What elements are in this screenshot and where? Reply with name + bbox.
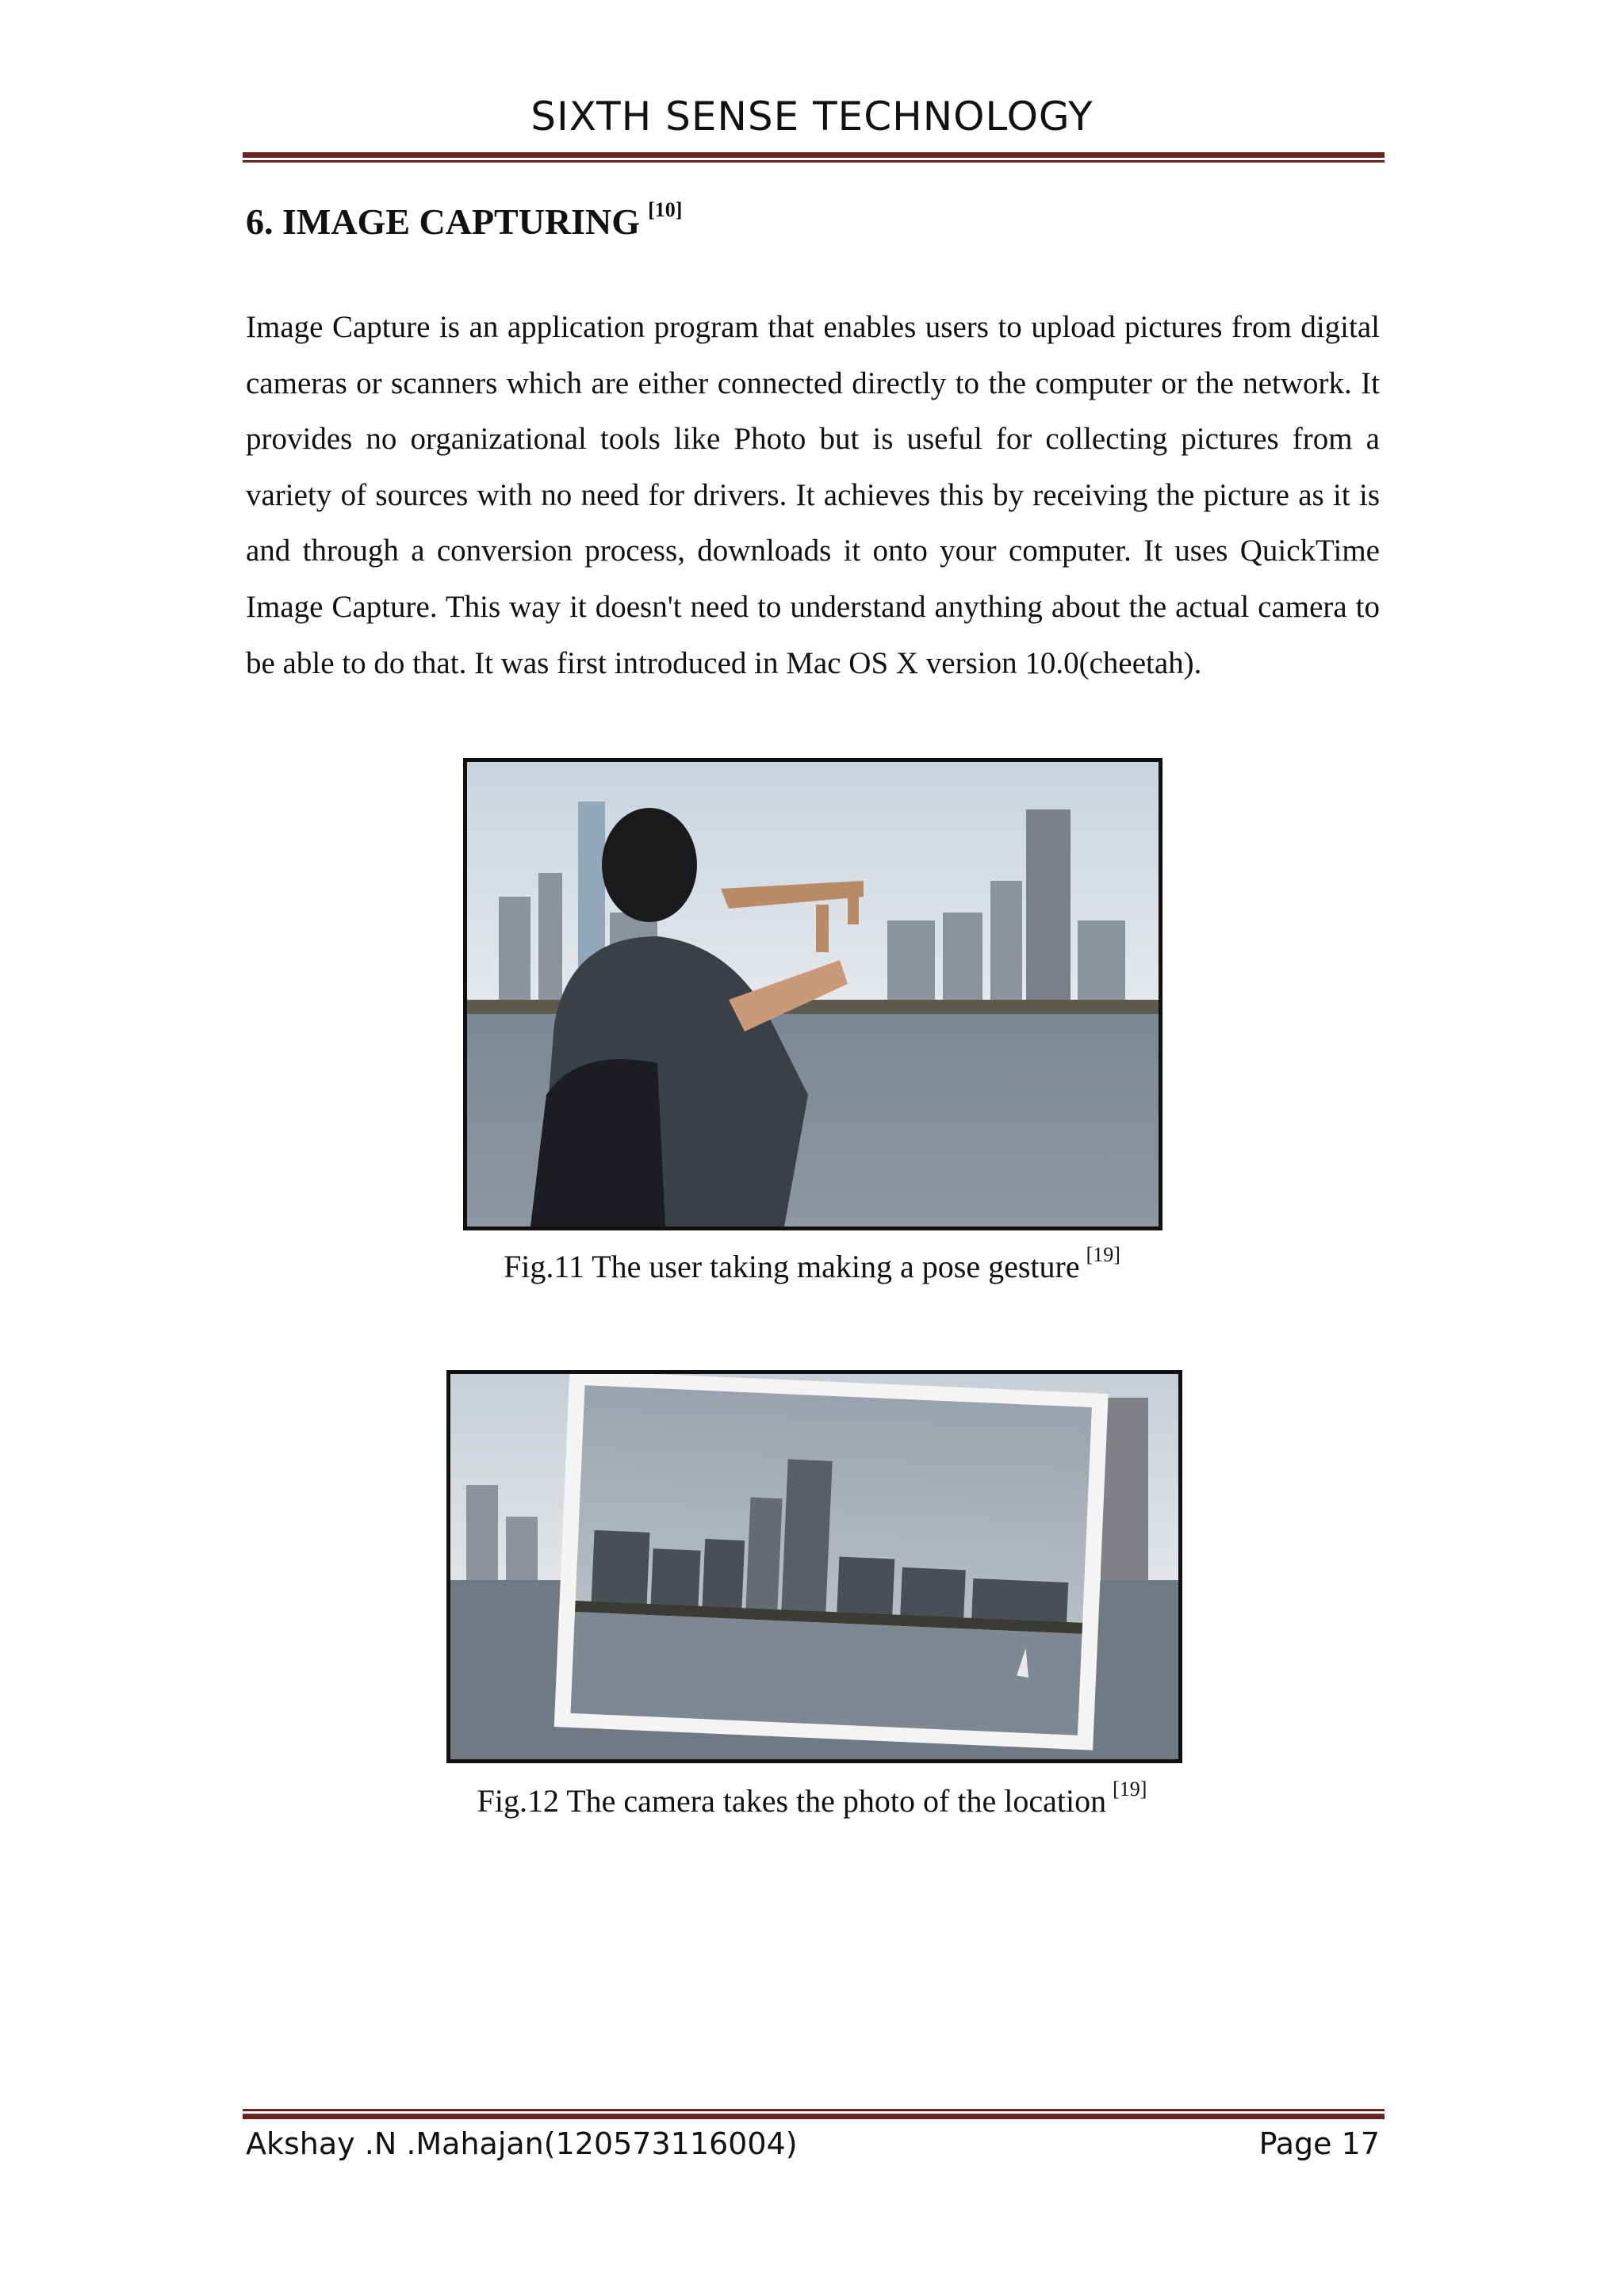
header-rule: [243, 152, 1385, 163]
figure-11-caption-text: Fig.11 The user taking making a pose gesture: [504, 1249, 1080, 1284]
figure-12-caption-text: Fig.12 The camera takes the photo of the location: [477, 1783, 1107, 1819]
footer-author: Akshay .N .Mahajan(120573116004): [246, 2126, 798, 2161]
figure-11-caption: [0, 1243, 1624, 1285]
figure-12-caption: [0, 1777, 1624, 1820]
body-paragraph: Image Capture is an application program that enables users to upload pictures from digital cameras or scanners which are either connected directly to the computer or the network. It provides no organizational tools like Photo but is useful for collecting pictures from a variety of sources with no need for drivers. It achieves this by receiving the picture as it is and through a conversion process, downloads it onto your computer. It uses QuickTime Image Capture. This way it doesn't need to understand anything about the actual camera to be able to do that. It was first introduced in Mac OS X version 10.0(cheetah).: [246, 310, 1380, 680]
figure-captured-photo: [446, 1370, 1182, 1763]
figure-pose-gesture-photo: [463, 758, 1162, 1230]
footer-page-number: Page 17: [1258, 2126, 1380, 2161]
page-footer: [246, 2126, 1380, 2161]
section-heading-ref: [10]: [648, 198, 683, 221]
figure-12-caption-ref: [19]: [1113, 1777, 1147, 1800]
running-header-title: SIXTH SENSE TECHNOLOGY: [530, 94, 1094, 140]
figure-11-caption-ref: [19]: [1086, 1243, 1120, 1266]
footer-rule: [243, 2109, 1385, 2119]
section-heading: [246, 198, 682, 243]
section-heading-text: 6. IMAGE CAPTURING: [246, 201, 641, 242]
